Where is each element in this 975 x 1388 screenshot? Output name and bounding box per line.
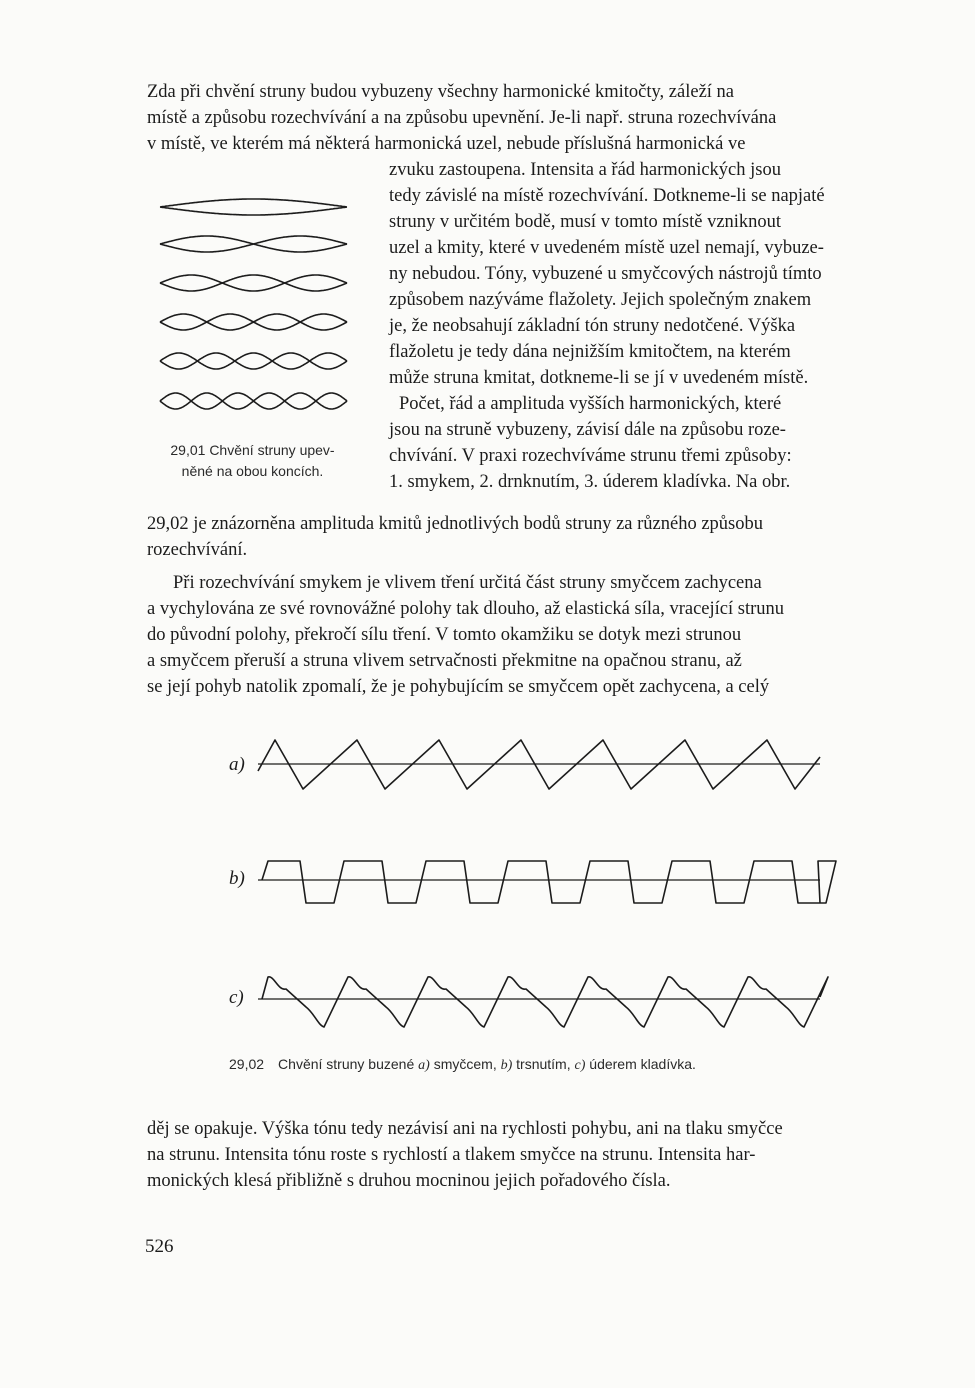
caption-label-c: c) <box>574 1058 586 1073</box>
text-line: Počet, řád a amplituda vyšších harmonických, které <box>399 394 782 414</box>
mode-2-lower <box>160 236 347 252</box>
waveform-a <box>229 740 820 789</box>
paragraph-5 <box>147 1116 903 1194</box>
text-line: uzel a kmity, které v uvedeném místě uzel nemají, vybuze- <box>389 238 824 258</box>
caption-label-a: a) <box>418 1058 430 1073</box>
waveform-a-label: a) <box>229 754 245 775</box>
text-line: monických klesá přibližně s druhou mocninou jejich pořadového čísla. <box>147 1171 671 1191</box>
text-line: 29,02 je znázorněna amplituda kmitů jednotlivých bodů struny za různého způsobu <box>147 514 763 534</box>
text-line: děj se opakuje. Výška tónu tedy nezávisí ani na rychlosti pohybu, ani na tlaku smyčce <box>147 1119 783 1139</box>
text-line: v místě, ve kterém má některá harmonická uzel, nebude příslušná harmonická ve <box>147 134 746 154</box>
caption-text: trsnutím, <box>512 1056 575 1072</box>
caption-line: něné na obou koncích. <box>181 463 324 479</box>
paragraph-1 <box>147 79 899 157</box>
text-line: struny v určitém bodě, musí v tomto místě vzniknout <box>389 212 782 232</box>
text-line: a vychylována ze své rovnovážné polohy tak dlouho, až elastická síla, vracející strunu <box>147 599 784 619</box>
text-line: způsobem nazýváme flažolety. Jejich společným znakem <box>389 290 812 310</box>
waveform-c <box>229 977 828 1027</box>
text-line: tedy závislé na místě rozechvívání. Dotkneme-li se napjaté <box>389 186 825 206</box>
text-line: chvívání. V praxi rozechvíváme strunu třemi způsoby: <box>389 446 792 466</box>
text-line: zvuku zastoupena. Intensita a řád harmonických jsou <box>389 160 781 180</box>
mode-1-upper <box>160 207 347 215</box>
waveform-b-curve <box>262 861 836 903</box>
page-number: 526 <box>145 1236 174 1257</box>
paragraph-3 <box>147 511 901 563</box>
mode-4-lower <box>160 314 347 330</box>
paragraph-2 <box>389 157 901 495</box>
caption-text: úderem kladívka. <box>585 1056 696 1072</box>
mode-6-lower <box>160 393 347 409</box>
caption-text: smyčcem, <box>429 1056 501 1072</box>
text-line: místě a způsobu rozechvívání a na způsobu upevnění. Je-li např. struna rozechvívána <box>147 108 777 128</box>
waveform-b-label: b) <box>229 868 245 889</box>
text-line: jsou na struně vybuzeny, závisí dále na způsobu roze- <box>389 420 786 440</box>
mode-3-lower <box>160 275 347 291</box>
text-line: rozechvívání. <box>147 540 248 560</box>
waveform-c-label: c) <box>229 987 244 1008</box>
mode-1-lower <box>160 199 347 207</box>
caption-label-b: b) <box>500 1058 513 1073</box>
caption-line: 29,01 Chvění struny upev- <box>170 442 335 458</box>
text-line: na strunu. Intensita tónu roste s rychlostí a tlakem smyčce na strunu. Intensita har- <box>147 1145 756 1165</box>
caption-text: Chvění struny buzené <box>278 1056 419 1072</box>
text-line: se její pohyb natolik zpomalí, že je pohybujícím se smyčcem opět zachycena, a celý <box>147 677 770 697</box>
paragraph-4 <box>147 570 903 700</box>
text-line: může struna kmitat, dotkneme-li se jí v uvedeném místě. <box>389 368 809 388</box>
text-line: ny nebudou. Tóny, vybuzené u smyčcových nástrojů tímto <box>389 264 822 284</box>
figure-1-caption <box>140 440 365 482</box>
text-line: do původní polohy, překročí sílu tření. V tomto okamžiku se dotyk mezi strunou <box>147 625 742 645</box>
text-line: Zda při chvění struny budou vybuzeny všechny harmonické kmitočty, záleží na <box>147 82 735 102</box>
mode-3-upper <box>160 275 347 291</box>
text-line: 1. smykem, 2. drnknutím, 3. úderem kladívka. Na obr. <box>389 472 791 492</box>
figure-number: 29,02 <box>229 1056 265 1072</box>
text-line: a smyčcem přeruší a struna vlivem setrvačnosti překmitne na opačnou stranu, až <box>147 651 742 671</box>
figure-2-caption <box>229 1054 849 1076</box>
waveform-c-curve <box>262 977 828 1027</box>
text-line: Při rozechvívání smykem je vlivem tření určitá část struny smyčcem zachycena <box>173 573 762 593</box>
waveform-b <box>229 861 836 903</box>
string-modes-figure <box>160 199 347 409</box>
excitation-waveforms-figure <box>229 740 836 1027</box>
text-line: je, že neobsahují základní tón struny nedotčené. Výška <box>389 316 796 336</box>
text-line: flažoletu je tedy dána nejnižším kmitočtem, na kterém <box>389 342 791 362</box>
